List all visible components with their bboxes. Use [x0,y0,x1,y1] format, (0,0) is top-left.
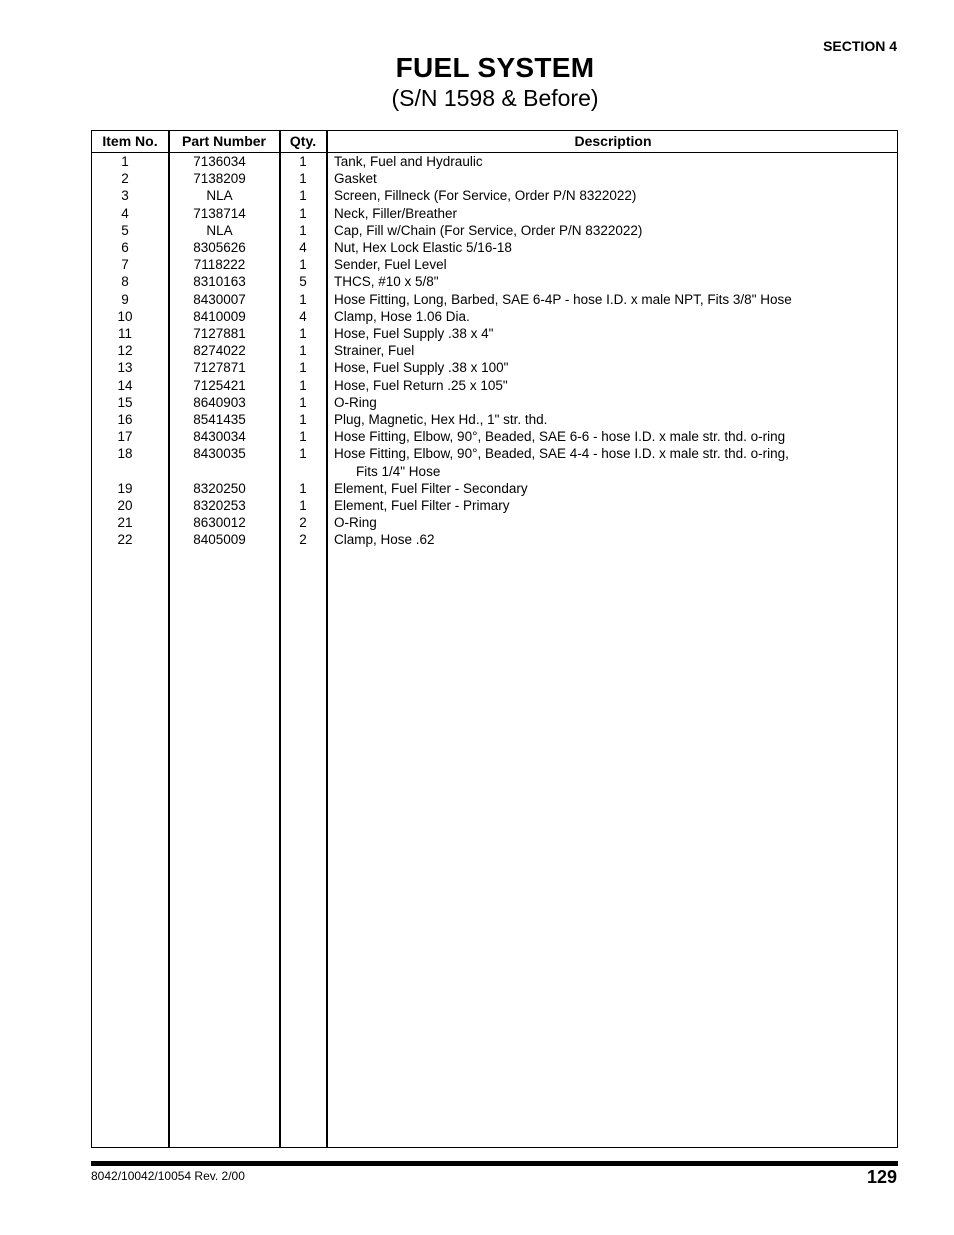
item-no-cell: 17 [117,429,133,445]
table-row [92,308,897,325]
description-cell [334,497,834,514]
qty-cell: 4 [299,240,307,256]
part-number-cell: 7118222 [193,257,246,273]
part-number-cell: NLA [206,188,233,204]
table-row [92,411,897,428]
document-number: 8042/10042/10054 Rev. 2/00 [91,1169,245,1183]
header-item-no: Item No. [102,133,158,149]
part-number-cell: 7138209 [193,171,246,187]
table-row [92,445,897,479]
description-cell [334,308,834,325]
part-number-cell: 8320250 [193,480,246,496]
part-number-cell: 8430035 [193,446,246,462]
part-number-cell: 8405009 [193,532,246,548]
item-no-cell: 5 [121,222,129,238]
part-number-cell: NLA [206,222,233,238]
description-text: Cap, Fill w/Chain (For Service, Order P/N 8322022) [334,222,643,238]
description-text: Sender, Fuel Level [334,257,447,273]
description-text: O-Ring [334,515,377,531]
description-cell [334,514,834,531]
qty-cell: 1 [299,360,307,376]
qty-cell: 1 [299,429,307,445]
part-number-cell: 8410009 [193,308,246,324]
qty-cell: 1 [299,498,307,514]
item-no-cell: 4 [121,205,129,221]
description-cell [334,187,834,204]
description-text: Screen, Fillneck (For Service, Order P/N 8322022) [334,188,637,204]
qty-cell: 1 [299,343,307,359]
item-no-cell: 10 [117,308,133,324]
description-cell [334,377,834,394]
table-row [92,187,897,204]
table-body [92,153,897,549]
table-row [92,514,897,531]
qty-cell: 2 [299,532,307,548]
description-cell [334,480,834,497]
table-row [92,342,897,359]
part-number-cell: 8310163 [193,274,246,290]
item-no-cell: 3 [121,188,129,204]
item-no-cell: 8 [121,274,129,290]
table-row [92,359,897,376]
table-row [92,256,897,273]
description-text: Neck, Filler/Breather [334,205,458,221]
description-text: Element, Fuel Filter - Secondary [334,480,528,496]
qty-cell: 1 [299,326,307,342]
description-cell [334,342,834,359]
item-no-cell: 18 [117,446,133,462]
item-no-cell: 1 [121,154,129,169]
part-number-cell: 8541435 [193,412,246,428]
item-no-cell: 22 [117,532,133,548]
table-row [92,394,897,411]
part-number-cell: 8640903 [193,394,246,410]
description-text: Hose Fitting, Long, Barbed, SAE 6-4P - hose I.D. x male NPT, Fits 3/8" Hose [334,291,792,307]
description-cell [334,359,834,376]
item-no-cell: 11 [117,326,132,342]
header-description: Description [574,133,652,149]
item-no-cell: 7 [121,257,129,273]
description-cell [334,256,834,273]
item-no-cell: 12 [117,343,133,359]
part-number-cell: 7125421 [193,377,246,393]
item-no-cell: 16 [117,412,133,428]
section-label: SECTION 4 [823,38,897,54]
part-number-cell: 7136034 [193,154,246,169]
part-number-cell: 8430007 [193,291,246,307]
table-row [92,480,897,497]
qty-cell: 1 [299,188,307,204]
qty-cell: 1 [299,480,307,496]
qty-cell: 1 [299,394,307,410]
description-cell [334,239,834,256]
description-text: Hose Fitting, Elbow, 90°, Beaded, SAE 4-4 - hose I.D. x male str. thd. o-ring, [334,446,789,462]
qty-cell: 1 [299,154,307,169]
description-text: Hose, Fuel Supply .38 x 100" [334,360,509,376]
description-cell [334,394,834,411]
item-no-cell: 20 [117,498,133,514]
header-part-number: Part Number [181,133,267,149]
description-cell [334,411,834,428]
table-row [92,325,897,342]
description-text: Clamp, Hose 1.06 Dia. [334,308,470,324]
part-number-cell: 8320253 [193,498,246,514]
table-row [92,531,897,548]
qty-cell: 5 [299,274,307,290]
header-qty: Qty. [289,133,317,149]
description-text: Hose Fitting, Elbow, 90°, Beaded, SAE 6-6 - hose I.D. x male str. thd. o-ring [334,429,786,445]
qty-cell: 1 [299,446,307,462]
description-text: Element, Fuel Filter - Primary [334,498,510,514]
description-text: Strainer, Fuel [334,343,415,359]
page-number: 129 [866,1167,897,1187]
part-number-cell: 8305626 [193,240,246,256]
table-row [92,239,897,256]
description-text: THCS, #10 x 5/8" [334,274,439,290]
description-text: Plug, Magnetic, Hex Hd., 1" str. thd. [334,412,548,428]
table-row [92,273,897,290]
qty-cell: 1 [299,291,307,307]
part-number-cell: 7127871 [193,360,246,376]
description-continuation: Fits 1/4" Hose [356,463,441,479]
item-no-cell: 19 [117,480,133,496]
table-row [92,222,897,239]
table-row [92,428,897,445]
item-no-cell: 14 [117,377,133,393]
table-row [92,497,897,514]
part-number-cell: 8274022 [193,343,246,359]
qty-cell: 2 [299,515,307,531]
qty-cell: 4 [299,308,307,324]
table-row [92,205,897,222]
item-no-cell: 2 [121,171,129,187]
description-text: Tank, Fuel and Hydraulic [334,154,483,169]
part-number-cell: 7127881 [193,326,246,342]
description-text: Gasket [334,171,377,187]
page-title: FUEL SYSTEM [395,52,595,83]
table-row [92,377,897,394]
description-text: Hose, Fuel Supply .38 x 4" [334,326,494,342]
table-header [92,131,897,153]
description-cell [334,325,834,342]
qty-cell: 1 [299,377,307,393]
qty-cell: 1 [299,412,307,428]
description-cell [334,153,834,170]
page-subtitle: (S/N 1598 & Before) [391,85,599,111]
description-cell [334,531,834,548]
table-row [92,153,897,170]
item-no-cell: 21 [117,515,133,531]
qty-cell: 1 [299,257,307,273]
item-no-cell: 13 [117,360,133,376]
qty-cell: 1 [299,222,307,238]
qty-cell: 1 [299,171,307,187]
parts-table [91,130,898,1148]
description-text: O-Ring [334,394,377,410]
description-cell [334,222,834,239]
qty-cell: 1 [299,205,307,221]
description-cell [334,273,834,290]
part-number-cell: 7138714 [193,205,246,221]
description-cell [334,205,834,222]
description-cell [334,291,834,308]
description-text: Clamp, Hose .62 [334,532,435,548]
table-row [92,291,897,308]
part-number-cell: 8430034 [193,429,246,445]
item-no-cell: 9 [121,291,129,307]
description-text: Hose, Fuel Return .25 x 105" [334,377,508,393]
description-cell [334,428,834,445]
description-text: Nut, Hex Lock Elastic 5/16-18 [334,240,512,256]
description-cell [334,170,834,187]
item-no-cell: 6 [121,240,129,256]
item-no-cell: 15 [117,394,133,410]
footer-rule [91,1161,898,1166]
description-cell [334,445,834,479]
part-number-cell: 8630012 [193,515,246,531]
table-row [92,170,897,187]
